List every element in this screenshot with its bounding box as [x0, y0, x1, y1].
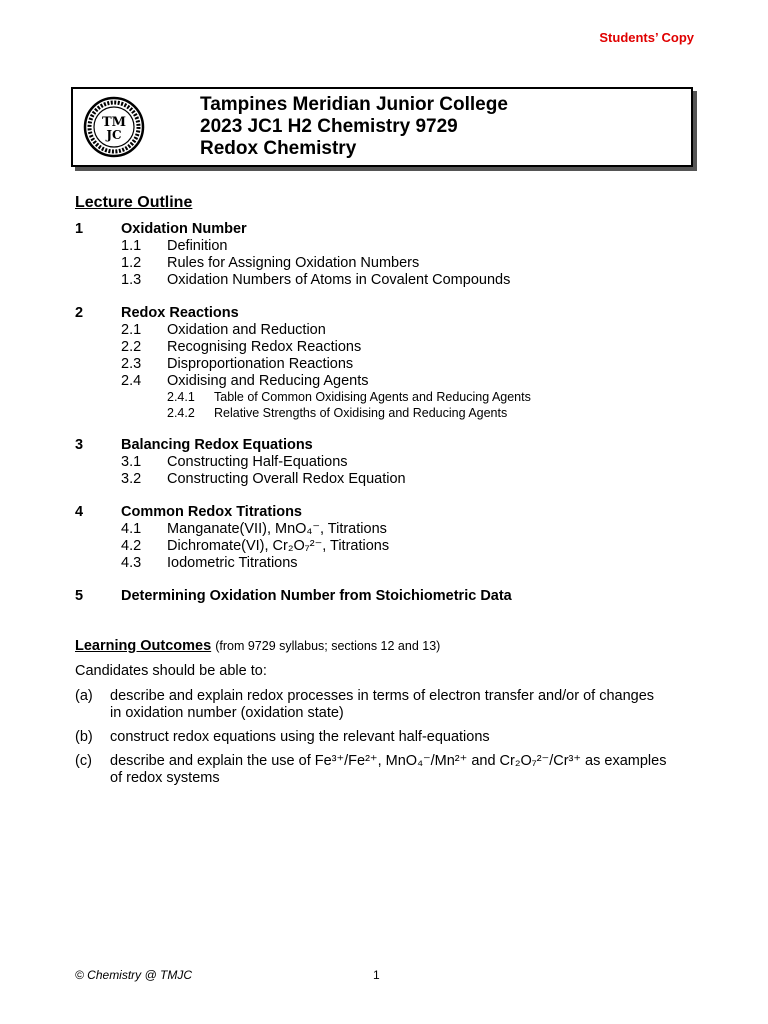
learning-outcomes-note: (from 9729 syllabus; sections 12 and 13) [215, 639, 441, 653]
outcome-text: construct redox equations using the relevant half-equations [110, 729, 490, 745]
course-name: 2023 JC1 H2 Chemistry 9729 [200, 116, 458, 137]
topic-name: Redox Chemistry [200, 138, 357, 159]
learning-outcomes-title: Learning Outcomes [75, 638, 212, 654]
header-title-block [200, 94, 508, 160]
outcome-label: (c) [75, 753, 92, 769]
outcome-text: describe and explain redox processes in terms of electron transfer and/or of changes [110, 688, 655, 704]
svg-text:TM: TM [101, 115, 127, 130]
copy-label: Students’ Copy [599, 30, 694, 45]
learning-intro: Candidates should be able to: [75, 663, 267, 679]
outcome-text: describe and explain the use of Fe³⁺/Fe²⁺, MnO₄⁻/Mn²⁺ and Cr₂O₇²⁻/Cr³⁺ as examples [110, 753, 667, 769]
college-name: Tampines Meridian Junior College [200, 94, 508, 115]
outcome-label: (b) [75, 729, 93, 745]
svg-text:JC: JC [106, 128, 122, 142]
college-logo [83, 96, 145, 158]
learning-outcomes-heading [75, 638, 440, 654]
page-number: 1 [373, 968, 380, 982]
lecture-outline-title: Lecture Outline [75, 194, 193, 211]
outcome-label: (a) [75, 688, 93, 704]
footer-copyright: © Chemistry @ TMJC [75, 968, 193, 982]
header-box [71, 87, 693, 167]
outcome-text-cont: in oxidation number (oxidation state) [110, 705, 344, 721]
outcome-text-cont: of redox systems [110, 770, 220, 786]
